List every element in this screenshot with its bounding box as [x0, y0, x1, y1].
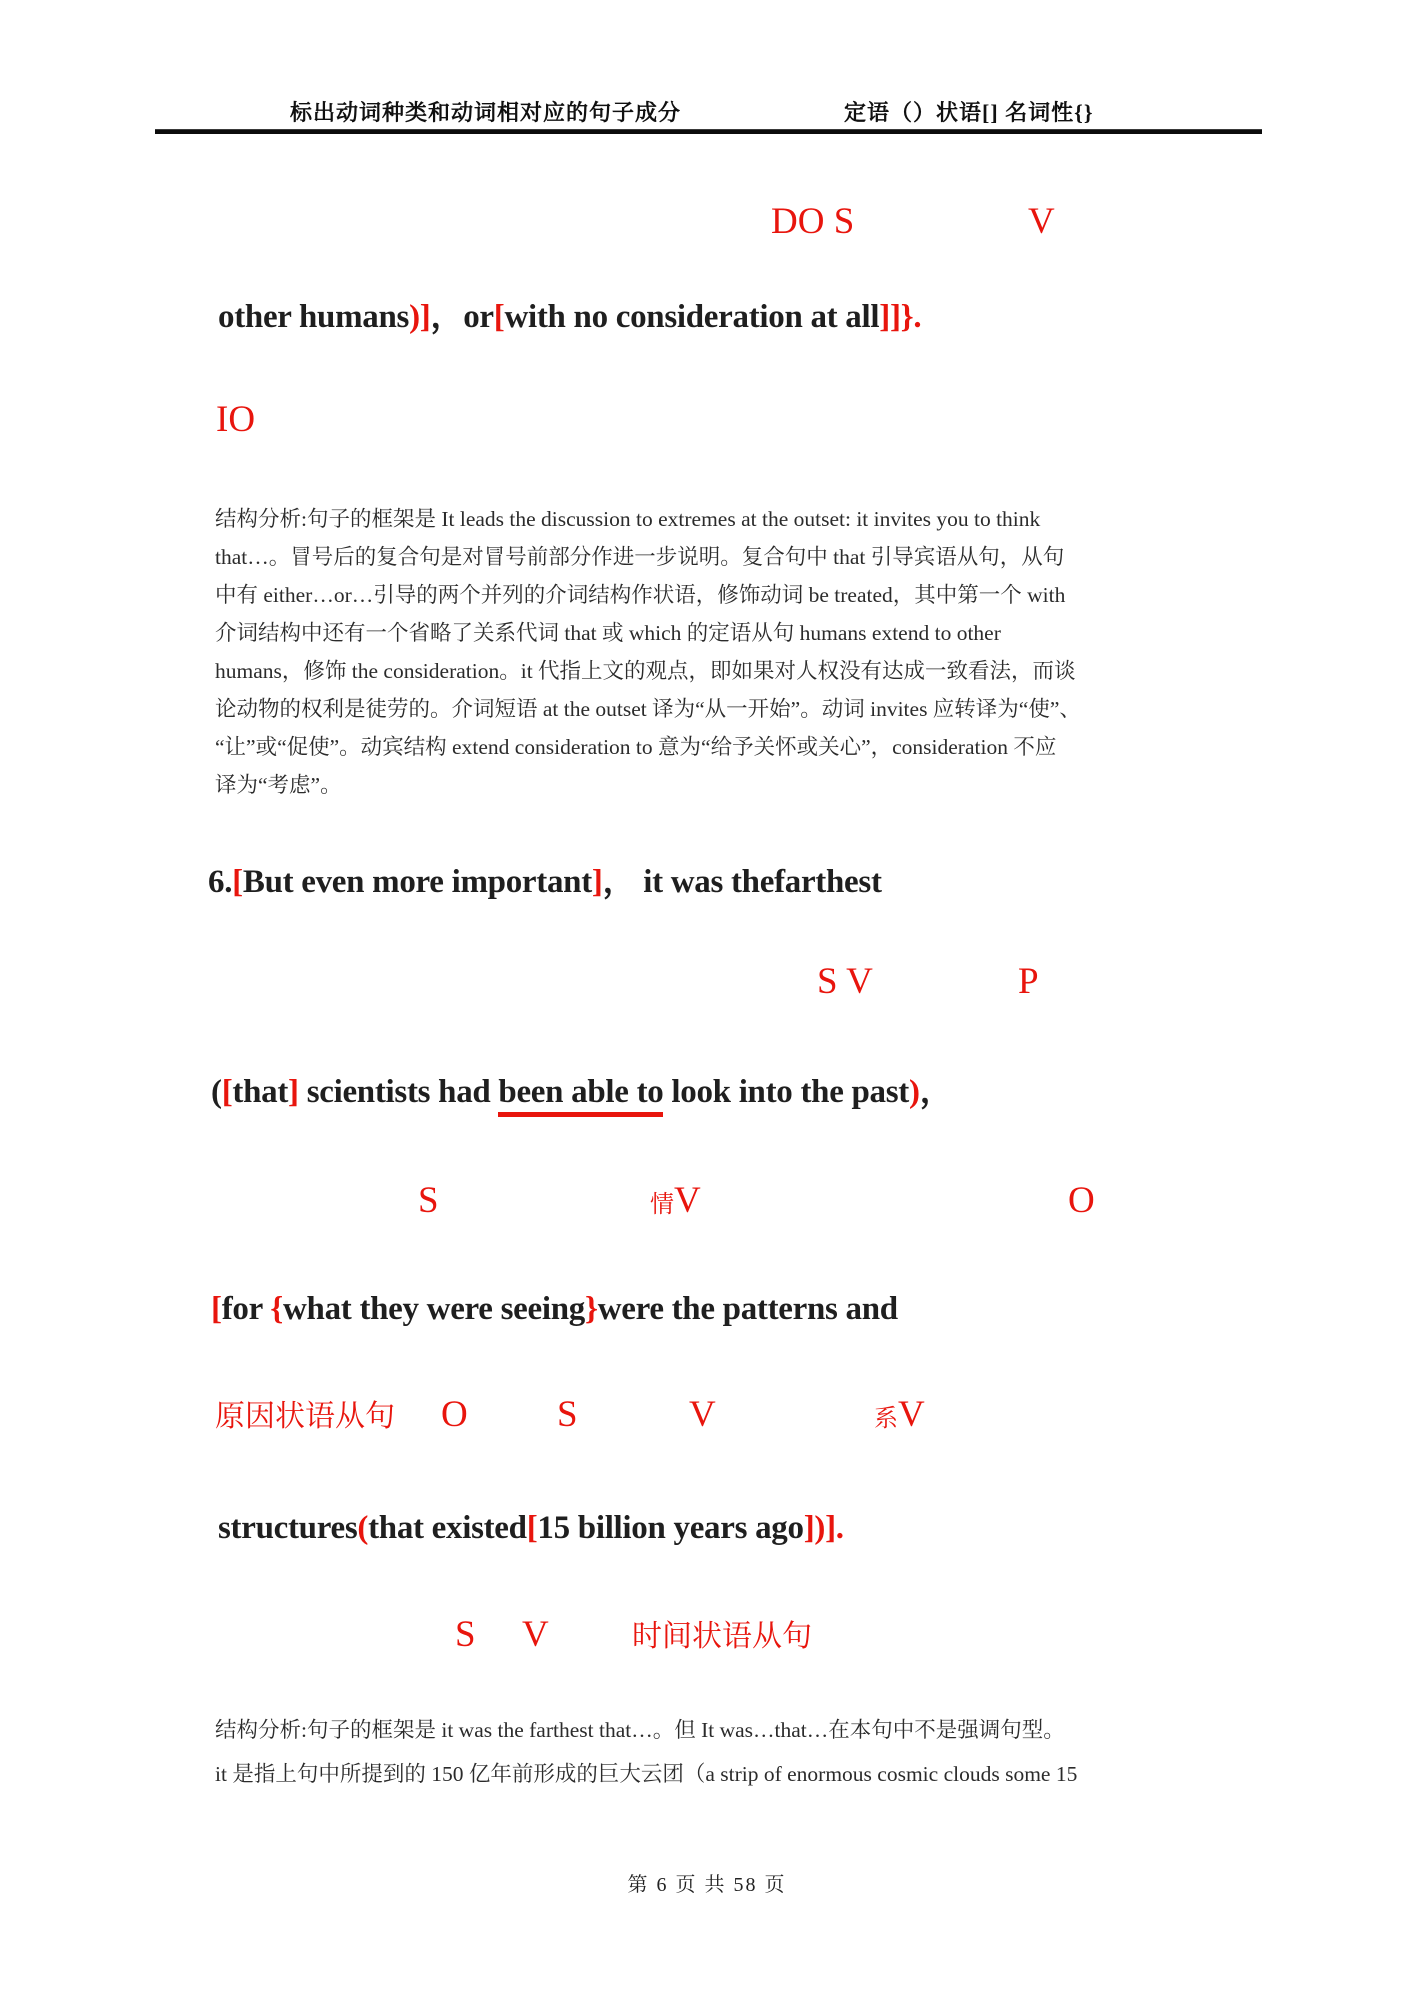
sentence-text: But even more important — [242, 864, 592, 900]
page-footer: 第 6 页 共 58 页 — [627, 1874, 787, 1896]
annotation-item — [1068, 1182, 1095, 1219]
annotation-item — [817, 963, 873, 1000]
sentence-line — [211, 1073, 952, 1113]
sentence-bracket: [ — [493, 299, 505, 335]
sentence-text: it was thefarthest — [643, 864, 882, 900]
annotation-label: S — [455, 1614, 476, 1655]
sentence-text: were the patterns and — [597, 1291, 898, 1327]
sentence-bracket: ]]}. — [879, 299, 922, 335]
sentence-text: scientists had — [298, 1074, 499, 1110]
sentence-bracket: [ — [232, 864, 243, 900]
annotation-label: V — [1028, 201, 1055, 242]
annotation-label: S — [418, 1180, 439, 1221]
annotation-item — [522, 1616, 549, 1653]
sentence-text: or — [463, 299, 494, 335]
sentence-text: structures — [218, 1510, 358, 1546]
annotation-item — [216, 401, 255, 438]
sentence-bracket: [ — [221, 1074, 233, 1110]
paragraph-line: it 是指上句中所提到的 150 亿年前形成的巨大云团（a strip of enormous cosmic clouds some 15 — [215, 1762, 1078, 1786]
paragraph-line: 译为“考虑”。 — [215, 773, 342, 797]
annotation-row — [0, 392, 1414, 438]
sentence-line — [218, 298, 921, 338]
annotation-item — [771, 203, 854, 240]
analysis-paragraph — [215, 1708, 1275, 1796]
sentence-text: ， — [430, 299, 464, 335]
paragraph-line: that…。冒号后的复合句是对冒号前部分作进一步说明。复合句中 that 引导宾语从句，从句 — [215, 545, 1065, 569]
annotation-item — [441, 1396, 468, 1433]
sentence-bracket: { — [270, 1291, 284, 1327]
annotation-row — [0, 194, 1414, 240]
header-right-legend: 定语（）状语[] 名词性{} — [844, 100, 1094, 125]
annotation-label: 系 — [874, 1406, 898, 1432]
sentence-line — [211, 1290, 898, 1330]
sentence-text: 6. — [208, 864, 233, 900]
sentence-bracket: [ — [211, 1291, 222, 1327]
annotation-row — [0, 1387, 1414, 1433]
analysis-paragraph — [215, 500, 1275, 804]
annotation-item — [1018, 963, 1039, 1000]
annotation-label: S V — [817, 961, 873, 1002]
sentence-bracket: ( — [357, 1510, 369, 1546]
sentence-bracket: [ — [526, 1510, 538, 1546]
paragraph-line: “让”或“促使”。动宾结构 extend consideration to 意为“给予关怀或关心”，consideration 不应 — [215, 735, 1057, 759]
annotation-label: V — [674, 1180, 701, 1221]
sentence-text: look into the past — [663, 1074, 909, 1110]
paragraph-line: 论动物的权利是徒劳的。介词短语 at the outset 译为“从一开始”。动词 invites 应转译为“使”、 — [215, 697, 1081, 721]
annotation-label: V — [689, 1394, 716, 1435]
sentence-line — [218, 1509, 844, 1549]
sentence-text: 15 billion years ago — [537, 1510, 804, 1546]
sentence-text: ， — [602, 864, 644, 900]
annotation-item — [689, 1396, 716, 1433]
annotation-row — [0, 1607, 1414, 1653]
sentence-bracket: ] — [591, 864, 603, 900]
annotation-label: 时间状语从句 — [632, 1620, 812, 1653]
annotation-label: 原因状语从句 — [215, 1400, 395, 1433]
annotation-item — [874, 1396, 925, 1433]
sentence-text: other humans — [218, 299, 410, 335]
sentence-text: been able to — [498, 1074, 663, 1117]
sentence-bracket: )] — [409, 299, 431, 335]
sentence-line — [208, 863, 882, 903]
annotation-label: 情 — [650, 1192, 674, 1218]
annotation-label: V — [898, 1394, 925, 1435]
annotation-label: DO S — [771, 201, 855, 242]
sentence-bracket: ) — [908, 1074, 920, 1110]
annotation-item — [632, 1616, 812, 1653]
sentence-text: that existed — [368, 1510, 527, 1546]
paragraph-line: humans，修饰 the consideration。it 代指上文的观点，即如果对人权没有达成一致看法，而谈 — [215, 659, 1076, 683]
annotation-row — [0, 954, 1414, 1000]
sentence-text: for — [221, 1291, 271, 1327]
annotation-label: V — [522, 1614, 549, 1655]
header-rule — [155, 129, 1262, 134]
sentence-text: ( — [211, 1074, 222, 1110]
annotation-item — [650, 1182, 701, 1219]
annotation-label: IO — [216, 399, 256, 440]
sentence-text: with no consideration at all — [504, 299, 880, 335]
sentence-bracket: } — [584, 1291, 598, 1327]
sentence-text: what they were seeing — [283, 1291, 585, 1327]
annotation-item — [455, 1616, 476, 1653]
annotation-label: P — [1018, 961, 1039, 1002]
annotation-item — [557, 1396, 578, 1433]
annotation-label: O — [441, 1394, 468, 1435]
paragraph-line: 中有 either…or…引导的两个并列的介词结构作状语，修饰动词 be treated，其中第一个 with — [215, 583, 1066, 607]
paragraph-line: 结构分析:句子的框架是 it was the farthest that…。但 It was…that…在本句中不是强调句型。 — [215, 1718, 1065, 1742]
sentence-text: that — [232, 1074, 289, 1110]
annotation-row — [0, 1173, 1414, 1219]
sentence-text: ， — [919, 1074, 953, 1110]
sentence-bracket: ] — [288, 1074, 299, 1110]
annotation-label: S — [557, 1394, 578, 1435]
annotation-item — [418, 1182, 439, 1219]
paragraph-line: 介词结构中还有一个省略了关系代词 that 或 which 的定语从句 humans extend to other — [215, 621, 1001, 645]
paragraph-line: 结构分析:句子的框架是 It leads the discussion to extremes at the outset: it invites you to think — [215, 507, 1041, 531]
header-left-title: 标出动词种类和动词相对应的句子成分 — [290, 100, 682, 125]
annotation-label: O — [1068, 1180, 1095, 1221]
annotation-item — [1028, 203, 1055, 240]
sentence-bracket: ])]. — [803, 1510, 844, 1546]
annotation-item — [215, 1396, 395, 1433]
